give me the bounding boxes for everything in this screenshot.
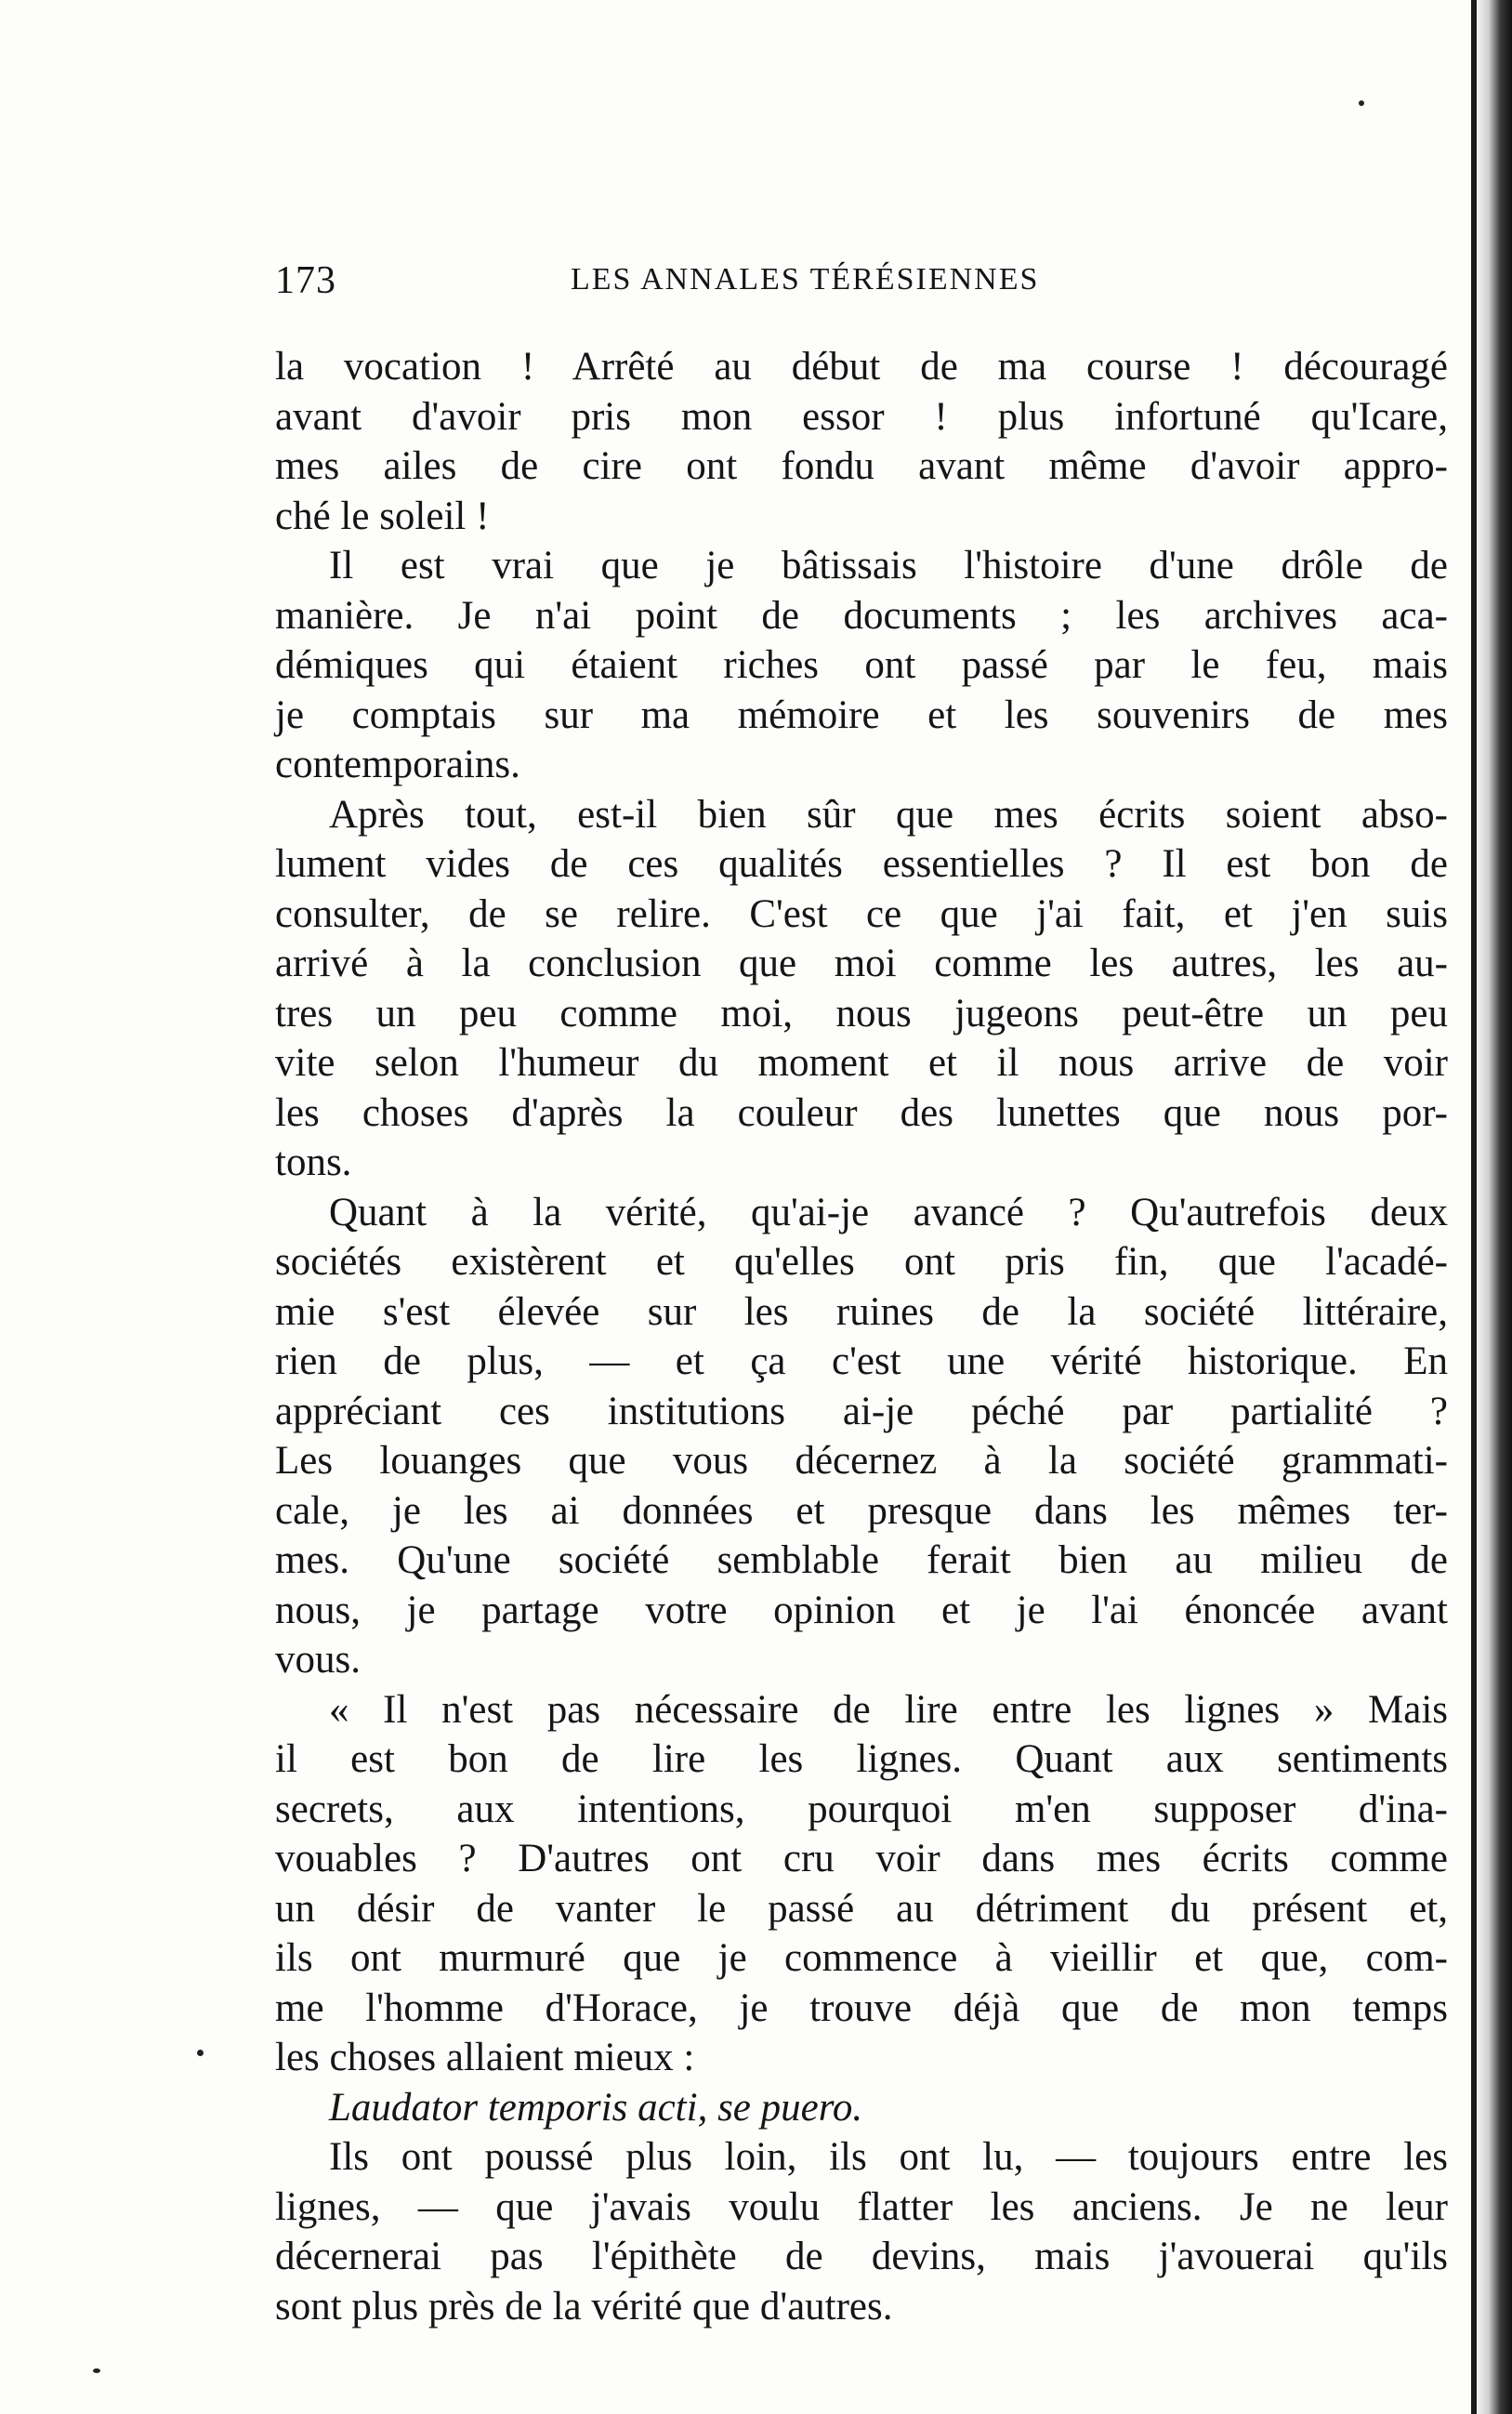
text-line: vouables ? D'autres ont cru voir dans mes écrits comme <box>275 1837 1448 1880</box>
running-title: LES ANNALES TÉRÉSIENNES <box>571 262 1040 297</box>
text-line: mie s'est élevée sur les ruines de la société littéraire, <box>275 1289 1448 1334</box>
text-line: manière. Je n'ai point de documents ; les archives aca- <box>275 593 1448 638</box>
text-line: sociétés existèrent et qu'elles ont pris fin, que l'acadé- <box>275 1240 1448 1284</box>
text-line: Il est vrai que je bâtissais l'histoire d'une drôle de <box>329 544 1448 587</box>
text-line: Quant à la vérité, qu'ai-je avancé ? Qu'autrefois deux <box>329 1190 1448 1234</box>
text-line: vite selon l'humeur du moment et il nous arrive de voir <box>275 1041 1448 1085</box>
text-line: démiques qui étaient riches ont passé par le feu, mais <box>275 643 1448 687</box>
binding-edge <box>1471 0 1477 2414</box>
text-line: tons. <box>275 1141 352 1184</box>
ink-speck <box>197 2050 204 2056</box>
ink-speck <box>1359 100 1364 106</box>
text-line: Laudator temporis acti, se puero. <box>329 2085 863 2130</box>
text-line: je comptais sur ma mémoire et les souvenirs de mes <box>275 693 1448 737</box>
text-line: les choses d'après la couleur des lunettes que nous por- <box>275 1090 1448 1135</box>
text-line: ils ont murmuré que je commence à vieillir et que, com- <box>275 1936 1448 1980</box>
running-head <box>275 258 1204 305</box>
text-line: me l'homme d'Horace, je trouve déjà que de mon temps <box>275 1985 1448 2030</box>
text-line: cale, je les ai données et presque dans les mêmes ter- <box>275 1488 1448 1533</box>
text-line: lument vides de ces qualités essentielles ? Il est bon de <box>275 842 1448 886</box>
text-line: Après tout, est-il bien sûr que mes écrits soient abso- <box>329 792 1448 837</box>
text-line: rien de plus, — et ça c'est une vérité historique. En <box>275 1339 1448 1383</box>
text-line: décernerai pas l'épithète de devins, mais j'avouerai qu'ils <box>275 2235 1448 2278</box>
text-line: tres un peu comme moi, nous jugeons peut-être un peu <box>275 991 1448 1036</box>
text-line: il est bon de lire les lignes. Quant aux sentiments <box>275 1737 1448 1781</box>
text-line: la vocation ! Arrêté au début de ma course ! découragé <box>275 345 1448 389</box>
text-line: avant d'avoir pris mon essor ! plus infortuné qu'Icare, <box>275 394 1448 439</box>
page-gutter-shadow <box>1473 0 1512 2414</box>
text-line: secrets, aux intentions, pourquoi m'en supposer d'ina- <box>275 1787 1448 1831</box>
text-line: sont plus près de la vérité que d'autres. <box>275 2284 893 2328</box>
text-line: Ils ont poussé plus loin, ils ont lu, — toujours entre les <box>329 2135 1448 2179</box>
text-line: contemporains. <box>275 743 520 786</box>
text-line: nous, je partage votre opinion et je l'ai énoncée avant <box>275 1588 1448 1632</box>
text-line: mes ailes de cire ont fondu avant même d'avoir appro- <box>275 444 1448 488</box>
ink-speck <box>93 2368 100 2373</box>
text-line: les choses allaient mieux : <box>275 2036 695 2079</box>
text-line: vous. <box>275 1638 361 1682</box>
text-line: appréciant ces institutions ai-je péché par partialité ? <box>275 1389 1448 1433</box>
text-line: lignes, — que j'avais voulu flatter les anciens. Je ne leur <box>275 2184 1448 2229</box>
text-line: consulter, de se relire. C'est ce que j'ai fait, et j'en suis <box>275 891 1448 936</box>
text-line: un désir de vanter le passé au détriment du présent et, <box>275 1886 1448 1931</box>
page-number: 173 <box>275 259 336 302</box>
text-line: ché le soleil ! <box>275 494 490 538</box>
text-line: « Il n'est pas nécessaire de lire entre les lignes » Mais <box>329 1687 1448 1732</box>
body-text <box>275 342 1448 2331</box>
text-line: mes. Qu'une société semblable ferait bien au milieu de <box>275 1538 1448 1582</box>
text-line: Les louanges que vous décernez à la société grammati- <box>275 1439 1448 1483</box>
text-line: arrivé à la conclusion que moi comme les autres, les au- <box>275 942 1448 985</box>
